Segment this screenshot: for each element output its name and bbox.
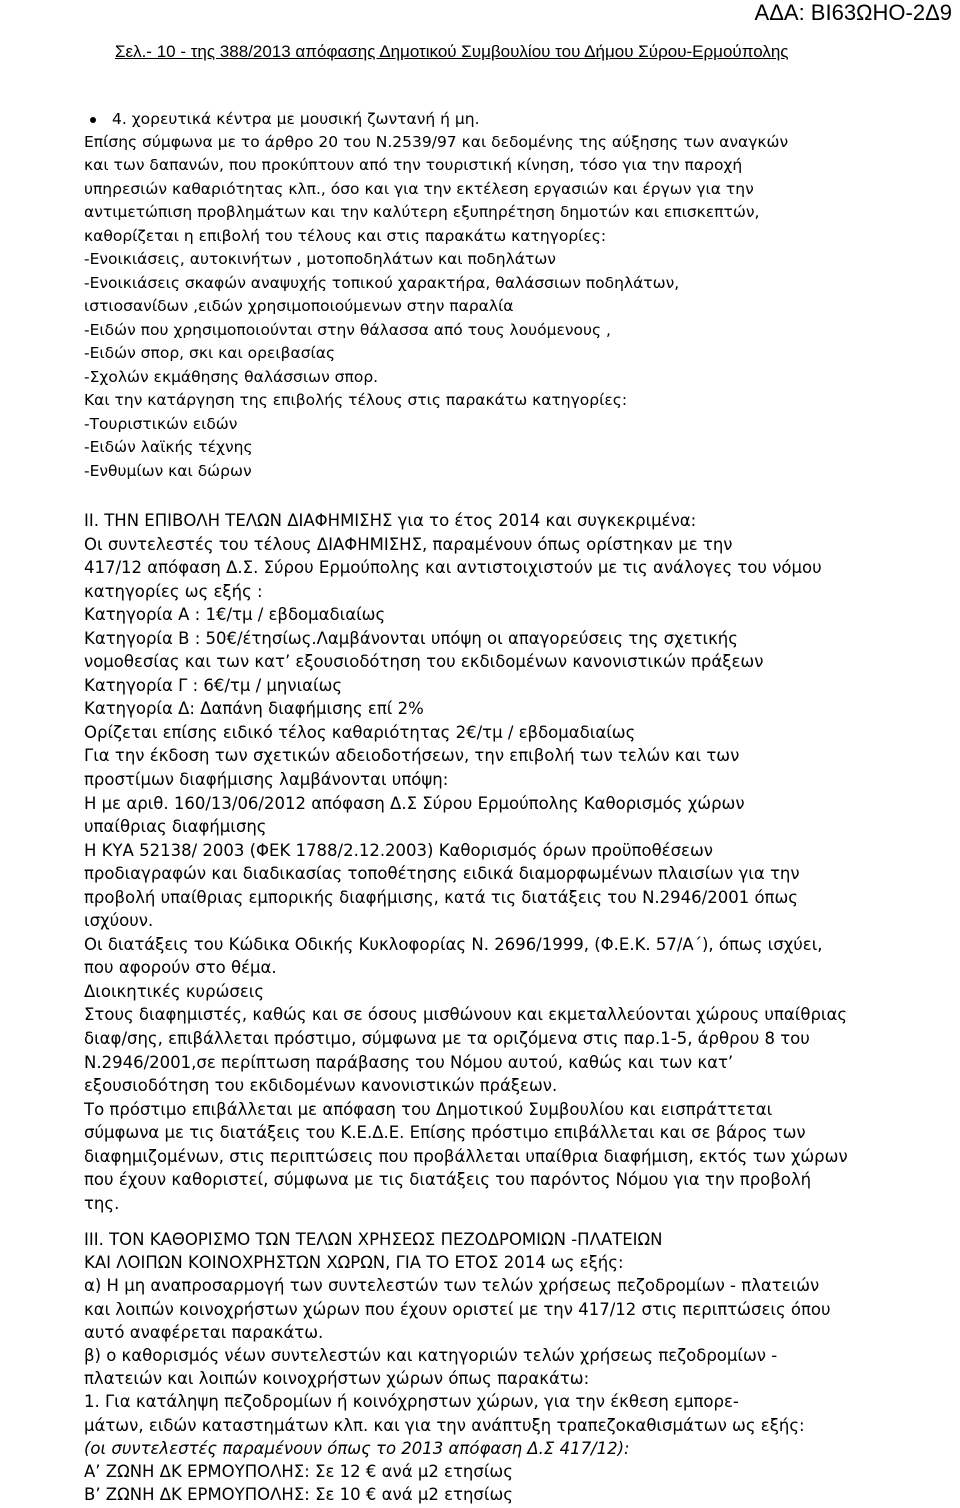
text-line: ιστιοσανίδων ,ειδών χρησιμοποιούμενων στην παραλία <box>84 297 514 316</box>
text-line: Για την έκδοση των σχετικών αδειοδοτήσεων, την επιβολή των τελών και των <box>84 746 740 766</box>
section-1-text <box>84 131 788 483</box>
text-line: που έχουν καθοριστεί, σύμφωνα με τις διατάξεις του παρόντος Νόμου για την προβολή <box>84 1170 812 1190</box>
text-line: -Ειδών σπορ, σκι και ορειβασίας <box>84 344 336 363</box>
text-line: Κατηγορία Γ : 6€/τμ / μηνιαίως <box>84 675 343 695</box>
text-line: Η με αριθ. 160/13/06/2012 απόφαση Δ.Σ Σύρου Ερμούπολης Καθορισμός χώρων <box>84 793 745 813</box>
text-line: προβολή υπαίθριας εμπορικής διαφήμισης, κατά τις διατάξεις του Ν.2946/2001 όπως <box>84 887 798 907</box>
section-3-text <box>84 1228 831 1506</box>
text-line: διαφ/σης, επιβάλλεται πρόστιμο, σύμφωνα με τα οριζόμενα στις παρ.1-5, άρθρου 8 του <box>84 1029 810 1049</box>
text-line: -Ενοικιάσεις, αυτοκινήτων , μοτοποδηλάτων και ποδηλάτων <box>84 250 556 269</box>
text-line: της. <box>84 1193 120 1213</box>
text-line: Κατηγορία Α : 1€/τμ / εβδομαδιαίως <box>84 605 386 625</box>
text-line: -Ειδών που χρησιμοποιούνται στην θάλασσα από τους λουόμενους , <box>84 320 611 339</box>
text-line: Ορίζεται επίσης ειδικό τέλος καθαριότητας 2€/τμ / εβδομαδιαίως <box>84 722 636 742</box>
text-line: -Ενοικιάσεις σκαφών αναψυχής τοπικού χαρακτήρα, θαλάσσιων ποδηλάτων, <box>84 273 680 292</box>
text-line: κατηγορίες ως εξής : <box>84 581 263 601</box>
text-line: προστίμων διαφήμισης λαμβάνονται υπόψη: <box>84 770 449 790</box>
ada-code: ΑΔΑ: ΒΙ63ΩΗΟ-2Δ9 <box>754 0 952 25</box>
bullet-icon <box>90 117 96 123</box>
text-line: αυτό αναφέρεται παρακάτω. <box>84 1322 324 1342</box>
text-line: α) Η μη αναπροσαρμογή των συντελεστών των τελών χρήσεως πεζοδρομίων - πλατειών <box>84 1276 820 1296</box>
text-line: -Τουριστικών ειδών <box>84 414 238 433</box>
text-line: -Σχολών εκμάθησης θαλάσσιων σπορ. <box>84 367 379 386</box>
text-line: αντιμετώπιση προβλημάτων και την καλύτερη εξυπηρέτηση δημοτών και επισκεπτών, <box>84 203 760 222</box>
text-line: β) ο καθορισμός νέων συντελεστών και κατηγοριών τελών χρήσεως πεζοδρομίων - <box>84 1346 778 1366</box>
text-line: διαφημιζομένων, στις περιπτώσεις που προβάλλεται υπαίθρια διαφήμιση, εκτός των χώρων <box>84 1146 848 1166</box>
section-2-text <box>84 509 848 1215</box>
text-line: ισχύουν. <box>84 911 154 931</box>
text-line: Κατηγορία Δ: Δαπάνη διαφήμισης επί 2% <box>84 699 424 719</box>
bullet-item: 4. χορευτικά κέντρα με μουσική ζωντανή ή μη. <box>112 110 480 128</box>
text-line: και των δαπανών, που προκύπτουν από την τουριστική κίνηση, τόσο για την παροχή <box>84 156 743 175</box>
text-line: Το πρόστιμο επιβάλλεται με απόφαση του Δημοτικού Συμβουλίου και εισπράττεται <box>84 1099 773 1119</box>
text-line: Α’ ΖΩΝΗ ΔΚ ΕΡΜΟΥΠΟΛΗΣ: Σε 12 € ανά μ2 ετησίως <box>84 1462 513 1482</box>
text-line: Η ΚΥΑ 52138/ 2003 (ΦΕΚ 1788/2.12.2003) Καθορισμός όρων προϋποθέσεων <box>84 840 714 860</box>
text-line: Διοικητικές κυρώσεις <box>84 981 265 1001</box>
italic-note: (οι συντελεστές παραμένουν όπως το 2013 απόφαση Δ.Σ 417/12): <box>84 1438 630 1458</box>
text-line: μάτων, ειδών καταστημάτων κλπ. και για την ανάπτυξη τραπεζοκαθισμάτων ως εξής: <box>84 1415 805 1435</box>
section-heading: II. ΤΗΝ ΕΠΙΒΟΛΗ ΤΕΛΩΝ ΔΙΑΦΗΜΙΣΗΣ για το έτος 2014 και συγκεκριμένα: <box>84 511 697 530</box>
text-line: Β’ ΖΩΝΗ ΔΚ ΕΡΜΟΥΠΟΛΗΣ: Σε 10 € ανά μ2 ετησίως <box>84 1485 513 1505</box>
text-line: πλατειών και λοιπών κοινοχρήστων χώρων όπως παρακάτω: <box>84 1369 590 1389</box>
text-line: νομοθεσίας και των κατ’ εξουσιοδότηση του εκδιδομένων κανονιστικών πράξεων <box>84 652 764 672</box>
text-line: υπηρεσιών καθαριότητας κλπ., όσο και για την εκτέλεση εργασιών και έργων για την <box>84 179 754 198</box>
text-line: που αφορούν στο θέμα. <box>84 958 277 978</box>
text-line: Επίσης σύμφωνα με το άρθρο 20 του Ν.2539/97 και δεδομένης της αύξησης των αναγκών <box>84 133 789 151</box>
text-line: -Ενθυμίων και δώρων <box>84 461 252 480</box>
text-line: Κατηγορία Β : 50€/έτησίως.Λαμβάνονται υπόψη οι απαγορεύσεις της σχετικής <box>84 628 738 648</box>
text-line: Οι συντελεστές του τέλους ΔΙΑΦΗΜΙΣΗΣ, παραμένουν όπως ορίστηκαν με την <box>84 534 733 554</box>
text-line: Στους διαφημιστές, καθώς και σε όσους μισθώνουν και εκμεταλλεύονται χώρους υπαίθριας <box>84 1005 848 1025</box>
text-line: Οι διατάξεις του Κώδικα Οδικής Κυκλοφορίας Ν. 2696/1999, (Φ.Ε.Κ. 57/Α΄), όπως ισχύει, <box>84 934 823 954</box>
text-line: 417/12 απόφαση Δ.Σ. Σύρου Ερμούπολης και αντιστοιχιστούν με τις ανάλογες του νόμου <box>84 558 822 578</box>
text-line: εξουσιοδότηση του εκδιδομένων κανονιστικών πράξεων. <box>84 1076 558 1096</box>
section-heading: ΚΑΙ ΛΟΙΠΩΝ ΚΟΙΝΟΧΡΗΣΤΩΝ ΧΩΡΩΝ, ΓΙΑ ΤΟ ΕΤΟΣ 2014 ως εξής: <box>84 1253 624 1273</box>
page-header: Σελ.- 10 - της 388/2013 απόφασης Δημοτικού Συμβουλίου του Δήμου Σύρου-Ερμούπολης <box>115 42 789 61</box>
text-line: καθορίζεται η επιβολή του τέλους και στις παρακάτω κατηγορίες: <box>84 226 607 245</box>
text-line: Και την κατάργηση της επιβολής τέλους στις παρακάτω κατηγορίες: <box>84 391 628 410</box>
text-line: Ν.2946/2001,σε περίπτωση παράβασης του Νόμου αυτού, καθώς και των κατ’ <box>84 1052 734 1072</box>
text-line: σύμφωνα με τις διατάξεις του Κ.Ε.Δ.Ε. Επίσης πρόστιμο επιβάλλεται και σε βάρος των <box>84 1123 806 1143</box>
text-line: και λοιπών κοινοχρήστων χώρων που έχουν οριστεί με την 417/12 στις περιπτώσεις όπου <box>84 1299 831 1319</box>
text-line: -Ειδών λαϊκής τέχνης <box>84 438 253 457</box>
text-line: προδιαγραφών και διαδικασίας τοποθέτησης ειδικά διαμορφωμένων πλαισίων για την <box>84 864 800 884</box>
text-line: 1. Για κατάληψη πεζοδρομίων ή κοινόχρηστων χώρων, για την έκθεση εμπορε- <box>84 1392 739 1412</box>
section-heading: III. ΤΟΝ ΚΑΘΟΡΙΣΜΟ ΤΩΝ ΤΕΛΩΝ ΧΡΗΣΕΩΣ ΠΕΖΟΔΡΟΜΙΩΝ -ΠΛΑΤΕΙΩΝ <box>84 1230 663 1249</box>
text-line: υπαίθριας διαφήμισης <box>84 817 267 837</box>
